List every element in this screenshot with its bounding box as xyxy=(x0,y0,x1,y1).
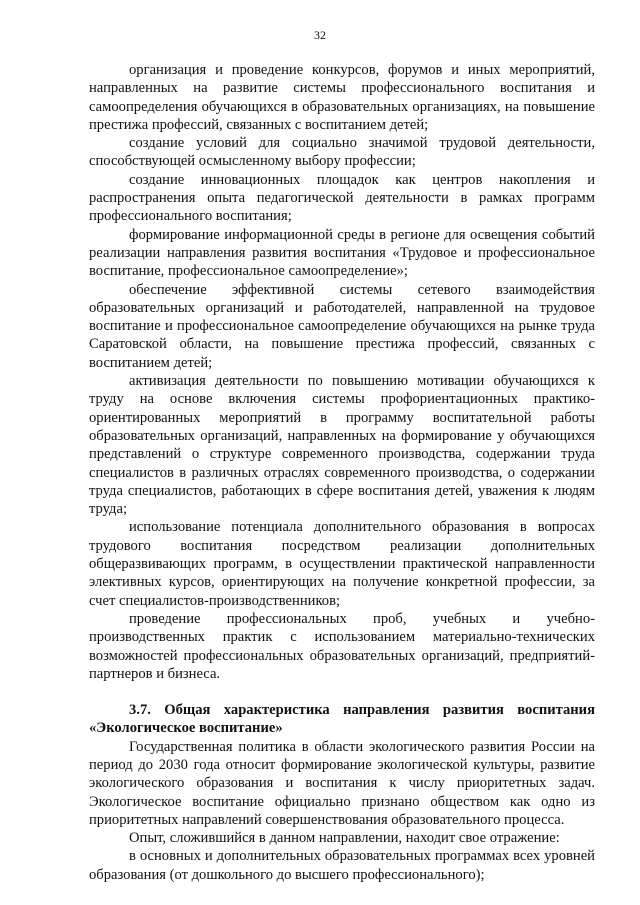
list-paragraph-labor-conditions: создание условий для социально значимой трудовой деятельности, способствующей осмысленному выбору профессии; xyxy=(89,135,595,170)
document-body xyxy=(89,61,595,884)
list-paragraph-information-environment: формирование информационной среды в регионе для освещения событий реализации направления развития воспитания «Трудовое и профессиональное воспитание, профессиональное самоопределение»; xyxy=(89,226,595,280)
list-paragraph-contests: организация и проведение конкурсов, форумов и иных мероприятий, направленных на развитие системы профессионального воспитания и самоопределения обучающихся в образовательных организациях, на повышение престижа профессий, связанных с воспитанием детей; xyxy=(89,62,595,133)
list-paragraph-network-interaction: обеспечение эффективной системы сетевого взаимодействия образовательных организаций и работодателей, направленной на трудовое воспитание и профессиональное самоопределение обучающихся на рынке труда Саратовской области, на повышение престижа профессий, связанных с воспитанием детей; xyxy=(89,281,595,371)
section-paragraph-experience: Опыт, сложившийся в данном направлении, находит свое отражение: xyxy=(129,830,560,847)
list-paragraph-motivation: активизация деятельности по повышению мотивации обучающихся к труду на основе включения системы профориентационных практико-ориентированных мероприятий в программу воспитательной работы образовательных организаций, направленных на формирование у обучающихся представлений о структуре современного производства, содержании труда специалистов в различных отраслях современного производства, о содержании труда специалистов, работающих в сфере воспитания детей, уважения к людям труда; xyxy=(89,373,595,518)
list-paragraph-professional-trials: проведение профессиональных проб, учебных и учебно-производственных практик с использованием материально-технических возможностей профессиональных образовательных организаций, предприятий-партнеров и бизнеса. xyxy=(89,610,595,682)
list-paragraph-innovation-platforms: создание инновационных площадок как центров накопления и распространения опыта педагогической деятельности в рамках программ профессионального воспитания; xyxy=(89,171,595,225)
list-paragraph-additional-education: использование потенциала дополнительного образования в вопросах трудового воспитания посредством реализации дополнительных общеразвивающих программ, в осуществлении практической направленности элективных курсов, ориентирующих на получение конкретной профессии, за счет специалистов-производственников; xyxy=(89,519,595,609)
page-number: 32 xyxy=(314,28,326,42)
section-paragraph-programs: в основных и дополнительных образовательных программах всех уровней образования (от дошкольного до высшего профессионального); xyxy=(89,848,595,883)
section-paragraph-state-policy: Государственная политика в области экологического развития России на период до 2030 года относит формирование экологической культуры, развитие экологического образования и воспитания к числу приоритетных задач. Экологическое воспитание официально признано обществом как одно из приоритетных направлений совершенствования образовательного процесса. xyxy=(89,738,595,828)
section-heading: 3.7. Общая характеристика направления развития воспитания «Экологическое воспитание» xyxy=(89,702,595,737)
